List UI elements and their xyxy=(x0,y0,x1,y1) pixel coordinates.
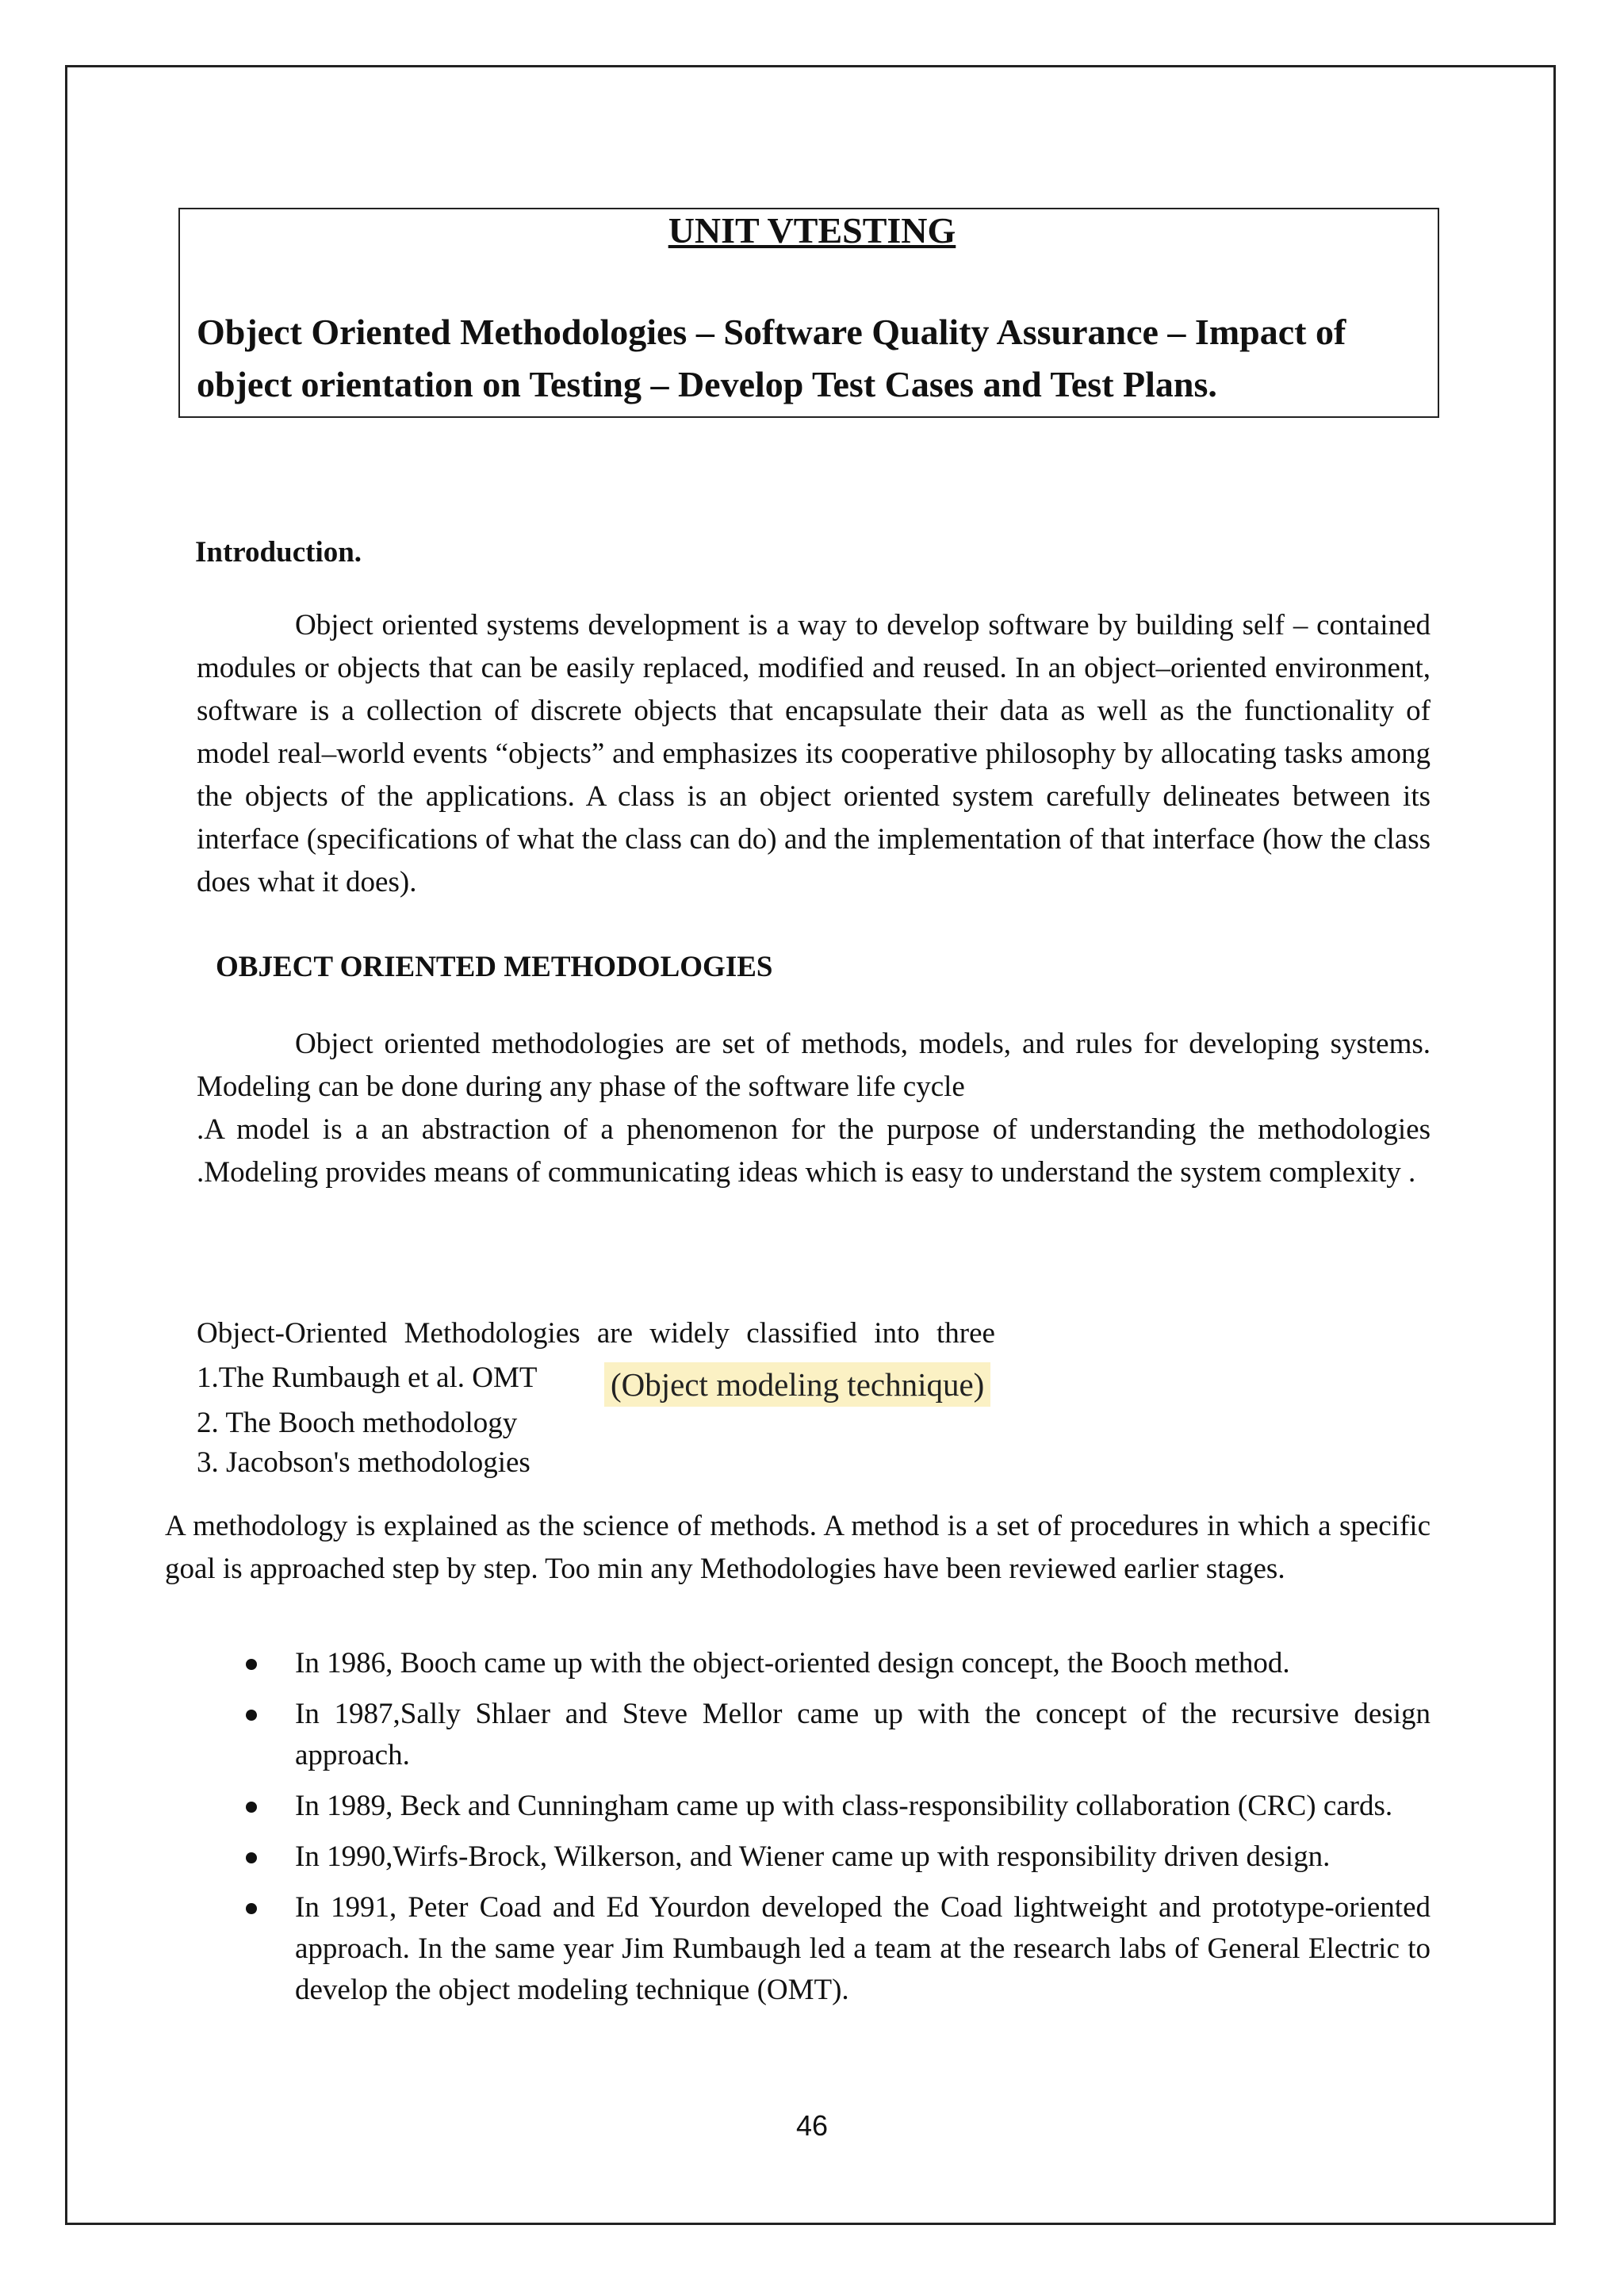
history-item-text: In 1991, Peter Coad and Ed Yourdon developed the Coad lightweight and prototype-oriented approach. In the same year Jim Rumbaugh led a team at the research labs of General Electric to develop the object modeling technique (OMT). xyxy=(295,1891,1431,2006)
history-item-text: In 1989, Beck and Cunningham came up with class-responsibility collaboration (CRC) cards. xyxy=(295,1790,1393,1822)
page-number: 46 xyxy=(795,2109,829,2142)
bullet-icon xyxy=(246,1659,257,1670)
history-item-text: In 1986, Booch came up with the object-oriented design concept, the Booch method. xyxy=(295,1647,1290,1679)
history-item xyxy=(238,1786,1431,1827)
unit-topics: Object Oriented Methodologies – Software Quality Assurance – Impact of object orientation on Testing – Develop Test Cases and Test Plans. xyxy=(197,312,1346,404)
classification-lead: Object-Oriented Methodologies are widely classified into three xyxy=(197,1317,995,1350)
history-item xyxy=(238,1643,1431,1684)
highlighted-annotation: (Object modeling technique) xyxy=(604,1362,990,1407)
methodologies-paragraph-line-1: Object oriented methodologies are set of methods, models, and rules for developing systems. Modeling can be done during any phase of the software life cycle xyxy=(197,1028,1431,1103)
methodology-definition: A methodology is explained as the science of methods. A method is a set of procedures in which a specific goal is approached step by step. Too min any Methodologies have been reviewed earlier stages. xyxy=(165,1510,1431,1585)
bullet-icon xyxy=(246,1710,257,1721)
history-item-text: In 1987,Sally Shlaer and Steve Mellor came up with the concept of the recursive design approach. xyxy=(295,1698,1431,1771)
introduction-paragraph: Object oriented systems development is a way to develop software by building self – contained modules or objects that can be easily replaced, modified and reused. In an object–oriented environment, software is a collection of discrete objects that encapsulate their data as well as the functionality of model real–world events “objects” and emphasizes its cooperative philosophy by allocating tasks among the objects of the applications. A class is an object oriented system carefully delineates between its interface (specifications of what the class can do) and the implementation of that interface (how the class does what it does). xyxy=(197,609,1431,898)
bullet-icon xyxy=(246,1802,257,1813)
history-item-text: In 1990,Wirfs-Brock, Wilkerson, and Wiener came up with responsibility driven design. xyxy=(295,1840,1331,1873)
introduction-heading: Introduction. xyxy=(195,536,362,569)
methodologies-paragraph-line-2: .A model is a an abstraction of a phenomenon for the purpose of understanding the methodologies .Modeling provides means of communicating ideas which is easy to understand the system complexity . xyxy=(197,1113,1431,1189)
methodologies-paragraph xyxy=(197,1023,1431,1194)
history-item xyxy=(238,1694,1431,1776)
history-item xyxy=(238,1887,1431,2011)
methodologies-heading: OBJECT ORIENTED METHODOLOGIES xyxy=(216,951,773,983)
history-bullet-list xyxy=(238,1643,1431,2020)
list-item-booch: 2. The Booch methodology xyxy=(197,1407,518,1439)
unit-title: UNIT VTESTING xyxy=(668,210,956,251)
list-item-rumbaugh: 1.The Rumbaugh et al. OMT xyxy=(197,1361,538,1394)
bullet-icon xyxy=(246,1852,257,1863)
history-item xyxy=(238,1836,1431,1878)
list-item-jacobson: 3. Jacobson's methodologies xyxy=(197,1446,530,1479)
bullet-icon xyxy=(246,1903,257,1914)
